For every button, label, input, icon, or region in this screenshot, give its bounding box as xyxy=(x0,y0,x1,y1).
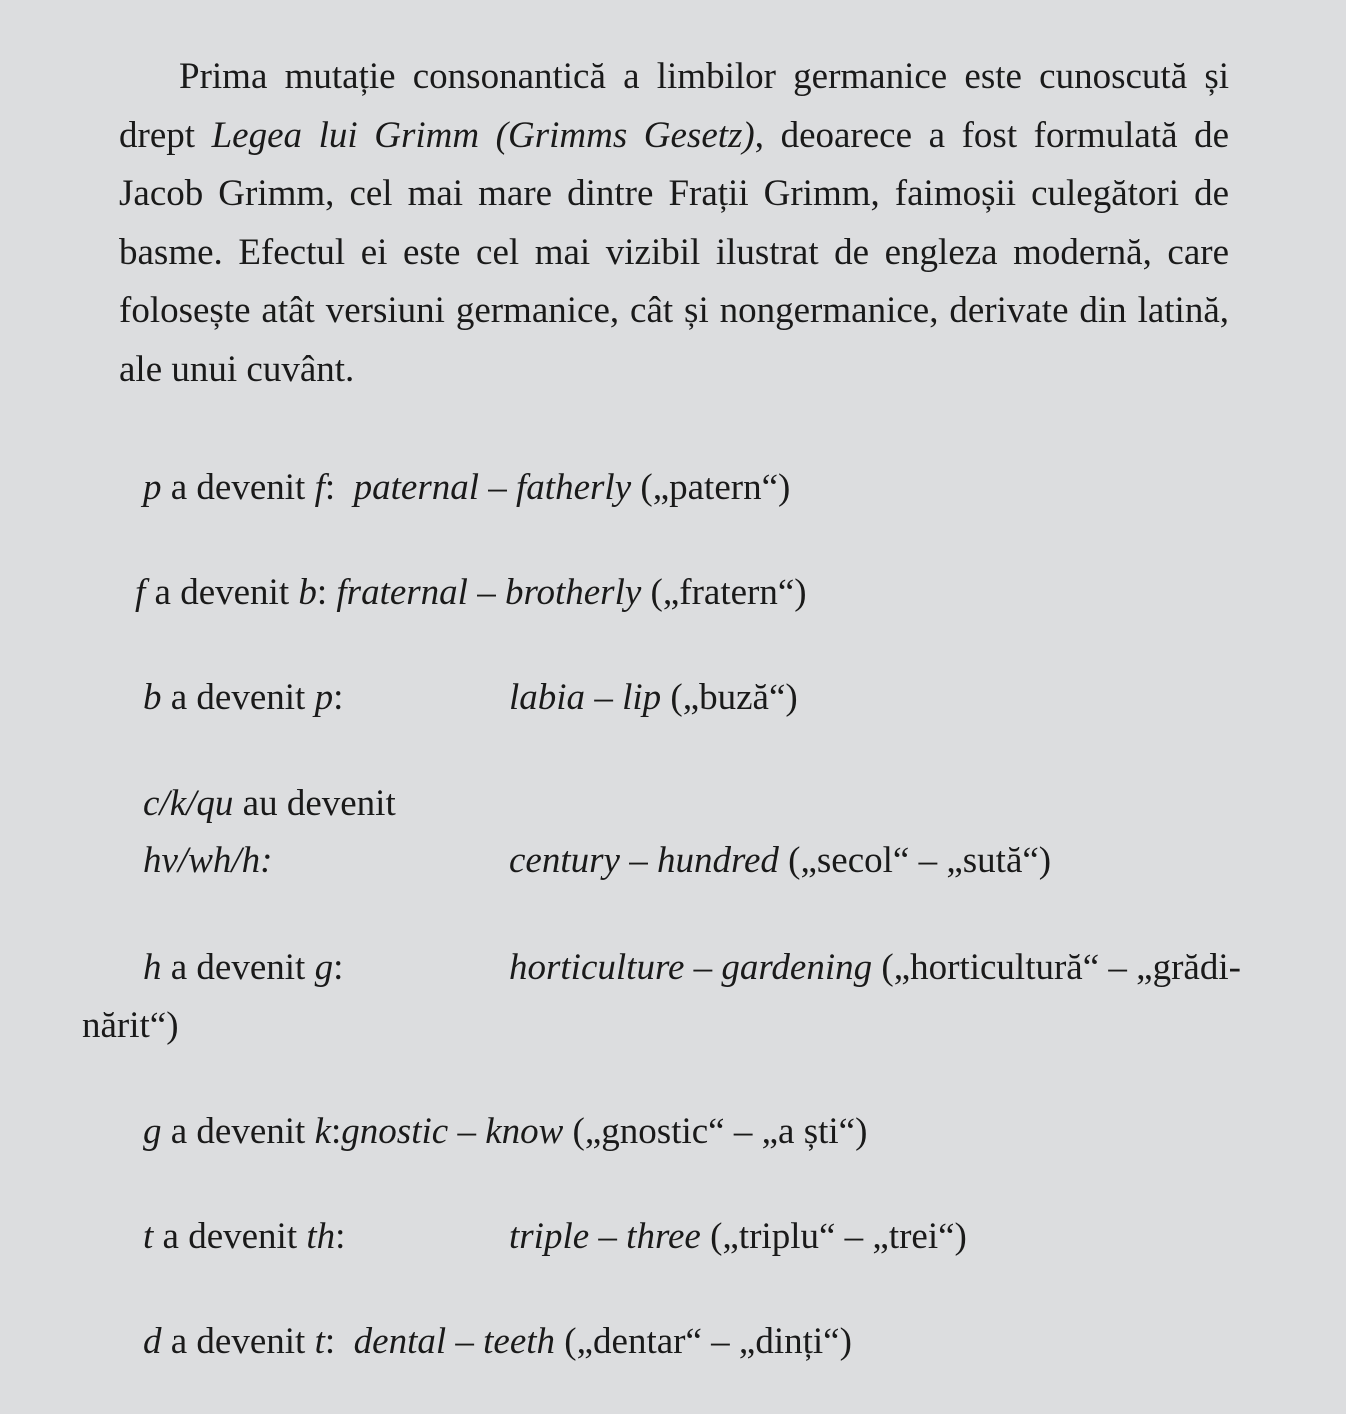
rule-target-letter: f xyxy=(314,467,325,508)
rule-verb: a devenit xyxy=(161,1321,315,1362)
intro-paragraph xyxy=(119,48,1229,400)
example-dash: – xyxy=(684,947,722,988)
rule-source-letter: t xyxy=(143,1216,154,1257)
rule-f-b-line xyxy=(135,571,807,615)
rule-source-letter: c/k/qu xyxy=(143,783,234,824)
rule-h-g-example xyxy=(509,946,1241,990)
rule-b-p-example xyxy=(509,676,798,720)
rule-verb: a devenit xyxy=(153,1216,307,1257)
rule-source-letter: b xyxy=(143,677,162,718)
example-germanic: hundred xyxy=(656,840,779,881)
intro-text-start: Prima mutație consonantică a limbilor germanice este cunoscută și drept xyxy=(119,56,1229,156)
example-germanic: know xyxy=(485,1111,564,1152)
rule-h-g-label xyxy=(143,946,343,990)
rule-verb: a devenit xyxy=(161,947,315,988)
example-gloss: („buză“) xyxy=(661,677,798,718)
rule-colon: : xyxy=(324,467,336,508)
example-dash: – xyxy=(479,467,517,508)
rule-target-letter: g xyxy=(314,947,334,988)
intro-text-end: , deoarece a fost formulată de Jacob Grimm, cel mai mare dintre Frații Grimm, faimoșii culegători de basme. Efectul ei este cel mai vizibil ilustrat de engleza modernă, care folosește atât versiuni germanice, cât și nongermanice, derivate din latină, ale unui cuvânt. xyxy=(119,114,1229,390)
example-gloss: („horticultură“ – „grădi- xyxy=(872,947,1241,988)
rule-verb: a devenit xyxy=(161,1111,315,1152)
rule-colon: : xyxy=(333,947,344,988)
rule-colon: : xyxy=(335,1216,346,1257)
rule-target-letter: hv/wh/h: xyxy=(143,840,273,881)
rule-b-p-label xyxy=(143,676,343,720)
example-germanic: teeth xyxy=(483,1321,556,1362)
example-dash: – xyxy=(448,1111,486,1152)
example-dash: – xyxy=(619,840,657,881)
rule-p-f-line xyxy=(143,466,790,510)
example-latin: century xyxy=(509,840,620,881)
rule-source-letter: p xyxy=(143,467,162,508)
example-latin: dental xyxy=(353,1321,447,1362)
rule-source-letter: d xyxy=(143,1321,162,1362)
example-gloss: („fratern“) xyxy=(641,572,807,613)
example-gloss: („triplu“ – „trei“) xyxy=(700,1216,967,1257)
example-gloss: („secol“ – „sută“) xyxy=(778,840,1052,881)
example-latin: fraternal xyxy=(336,572,468,613)
example-dash: – xyxy=(585,677,623,718)
rule-verb: au devenit xyxy=(233,783,396,824)
example-germanic: gardening xyxy=(721,947,873,988)
rule-colon: : xyxy=(333,677,344,718)
example-latin: labia xyxy=(509,677,586,718)
rule-colon: : xyxy=(324,1321,336,1362)
rule-colon: : xyxy=(316,572,328,613)
example-germanic: fatherly xyxy=(516,467,632,508)
rule-ckqu-target xyxy=(143,839,272,883)
rule-t-th-label xyxy=(143,1215,345,1259)
example-latin: horticulture xyxy=(509,947,685,988)
rule-target-letter: k xyxy=(314,1111,332,1152)
rule-t-th-example xyxy=(509,1215,967,1259)
rule-g-k-line xyxy=(143,1110,867,1154)
example-latin: gnostic xyxy=(341,1111,449,1152)
example-latin: triple xyxy=(509,1216,590,1257)
rule-colon: : xyxy=(331,1111,342,1152)
rule-target-letter: p xyxy=(314,677,334,718)
example-germanic: three xyxy=(626,1216,701,1257)
rule-verb: a devenit xyxy=(161,677,315,718)
rule-verb: a devenit xyxy=(161,467,315,508)
grimm-law-title: Legea lui Grimm (Grimms Gesetz) xyxy=(211,114,755,156)
example-dash: – xyxy=(446,1321,484,1362)
example-dash: – xyxy=(589,1216,627,1257)
rule-source-letter: f xyxy=(135,572,146,613)
rule-target-letter: b xyxy=(298,572,317,613)
rule-ckqu-example xyxy=(509,839,1051,883)
example-germanic: lip xyxy=(622,677,662,718)
example-germanic: brotherly xyxy=(504,572,642,613)
example-gloss: („gnostic“ – „a ști“) xyxy=(563,1111,868,1152)
rule-target-letter: th xyxy=(306,1216,336,1257)
rule-ckqu-source xyxy=(143,782,396,826)
example-gloss: („patern“) xyxy=(631,467,791,508)
rule-source-letter: h xyxy=(143,947,162,988)
rule-target-letter: t xyxy=(314,1321,325,1362)
rule-h-g-gloss-continuation: nărit“) xyxy=(82,1005,179,1046)
rule-d-t-line xyxy=(143,1320,852,1364)
example-latin: paternal xyxy=(353,467,480,508)
rule-verb: a devenit xyxy=(145,572,299,613)
example-gloss: („dentar“ – „dinți“) xyxy=(555,1321,852,1362)
example-dash: – xyxy=(467,572,505,613)
rule-source-letter: g xyxy=(143,1111,162,1152)
